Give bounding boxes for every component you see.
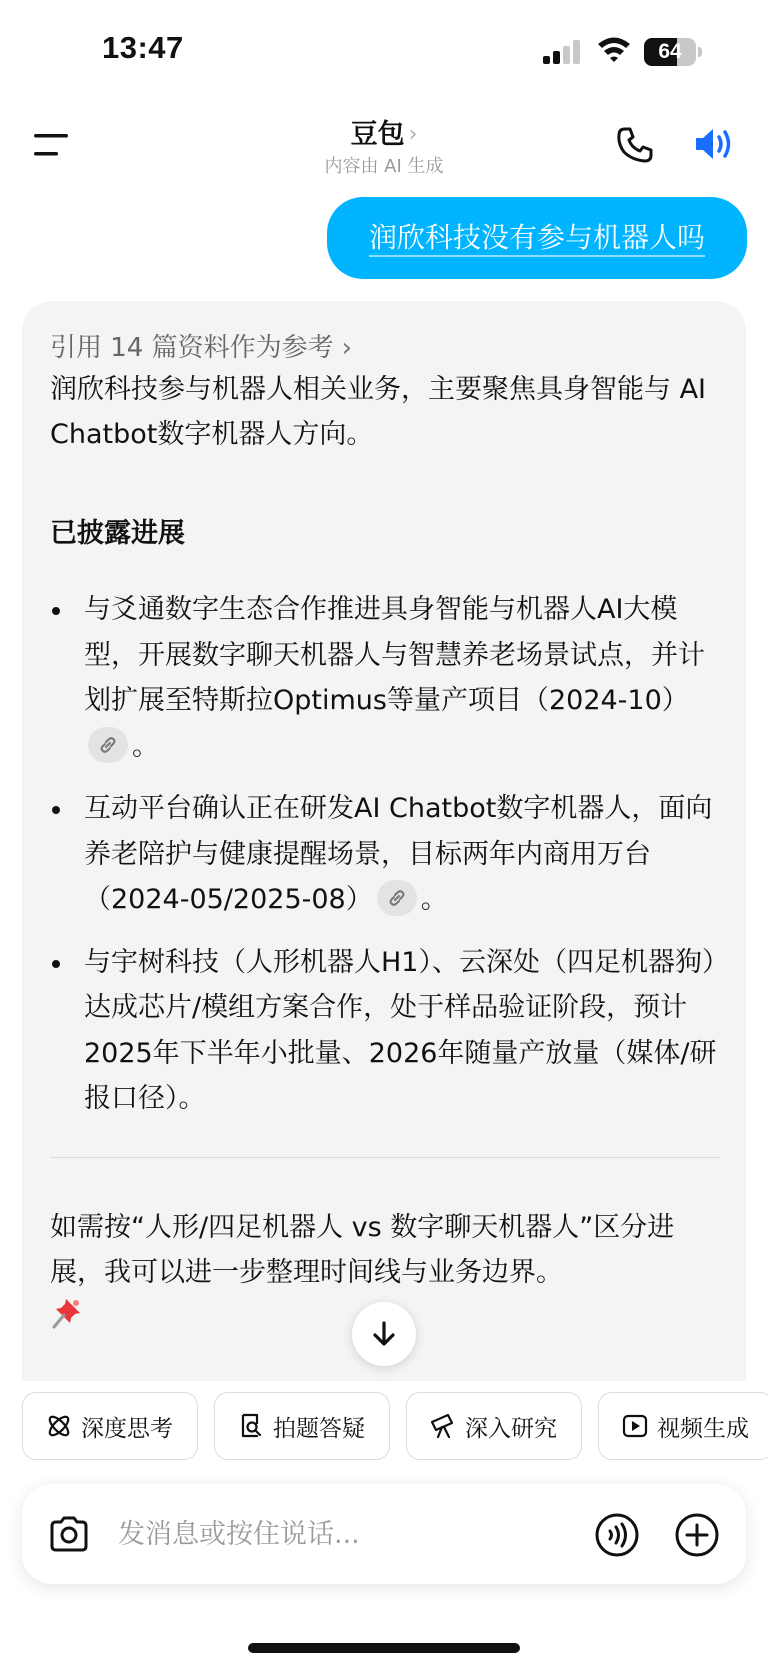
scroll-to-bottom-button[interactable] xyxy=(352,1302,416,1366)
answer-closing: 如需按“人形/四足机器人 vs 数字聊天机器人”区分进展，我可以进一步整理时间线与业务边界。 xyxy=(50,1212,675,1288)
references-label: 引用 14 篇资料作为参考 xyxy=(50,333,334,363)
link-icon xyxy=(387,888,407,908)
quick-action-chips xyxy=(0,1392,768,1462)
chip-label: 拍题答疑 xyxy=(273,1415,365,1442)
source-link-button[interactable] xyxy=(377,880,417,916)
message-input[interactable] xyxy=(118,1512,538,1556)
list-item-text: 与宇树科技（人形机器人H1）、云深处（四足机器狗）达成芯片/模组方案合作，处于样品验证阶段，预计2025年下半年小批量、2026年随量产放量（媒体/研报口径）。 xyxy=(84,946,717,1114)
battery-icon xyxy=(644,38,702,66)
progress-list xyxy=(50,587,720,1139)
video-icon xyxy=(621,1412,649,1440)
cellular-signal-icon xyxy=(543,40,583,64)
list-item xyxy=(50,940,720,1122)
chip-deep-thinking[interactable] xyxy=(22,1392,198,1460)
list-item-text: 互动平台确认正在研发AI Chatbot数字机器人，面向养老陪护与健康提醒场景，目标两年内商用万台（2024-05/2025-08） xyxy=(84,793,713,915)
chip-deep-research[interactable] xyxy=(406,1392,582,1460)
chip-label: 深度思考 xyxy=(81,1415,173,1442)
arrow-down-icon xyxy=(370,1320,398,1348)
ai-disclaimer: 内容由 AI 生成 xyxy=(324,156,444,177)
status-time: 13:47 xyxy=(102,30,184,65)
list-item: 互动平台确认正在研发AI Chatbot数字机器人，面向养老陪护与健康提醒场景，目标两年内商用万台（2024-05/2025-08） 。 xyxy=(50,786,720,923)
chip-photo-question[interactable] xyxy=(214,1392,390,1460)
bot-title: 豆包 xyxy=(350,119,405,150)
pushpin-icon xyxy=(50,1293,88,1331)
wifi-icon xyxy=(596,34,632,64)
camera-icon[interactable] xyxy=(48,1514,90,1554)
home-indicator[interactable] xyxy=(248,1643,520,1653)
message-composer xyxy=(22,1484,746,1584)
chip-video-generation[interactable] xyxy=(598,1392,768,1460)
references-link[interactable] xyxy=(50,327,352,364)
speaker-icon[interactable] xyxy=(692,124,736,164)
plus-icon[interactable] xyxy=(674,1512,720,1558)
user-message-text: 润欣科技没有参与机器人吗 xyxy=(368,221,705,254)
source-link-button[interactable] xyxy=(88,727,128,763)
chip-label: 视频生成 xyxy=(657,1415,749,1442)
chevron-right-icon: › xyxy=(341,333,353,363)
list-item-text: 与爻通数字生态合作推进具身智能与机器人AI大模型，开展数字聊天机器人与智慧养老场景试点，并计划扩展至特斯拉Optimus等量产项目（2024-10） xyxy=(84,594,705,716)
assistant-answer-card xyxy=(22,301,746,1381)
user-message-bubble[interactable] xyxy=(327,197,747,279)
atom-icon xyxy=(45,1412,73,1440)
chip-label: 深入研究 xyxy=(465,1415,557,1442)
chevron-right-icon: › xyxy=(408,122,418,147)
phone-icon[interactable] xyxy=(616,126,654,164)
link-icon xyxy=(98,735,118,755)
section-heading: 已披露进展 xyxy=(50,518,185,549)
battery-percent: 64 xyxy=(658,40,682,63)
photo-search-icon xyxy=(237,1412,265,1440)
voice-call-icon[interactable] xyxy=(594,1512,640,1558)
answer-intro: 润欣科技参与机器人相关业务，主要聚焦具身智能与 AI Chatbot数字机器人方向。 xyxy=(50,374,707,450)
chat-header xyxy=(0,100,768,190)
divider xyxy=(50,1157,720,1158)
list-item: 与爻通数字生态合作推进具身智能与机器人AI大模型，开展数字聊天机器人与智慧养老场景试点，并计划扩展至特斯拉Optimus等量产项目（2024-10） 。 xyxy=(50,587,720,769)
telescope-icon xyxy=(429,1412,457,1440)
status-bar xyxy=(0,0,768,100)
